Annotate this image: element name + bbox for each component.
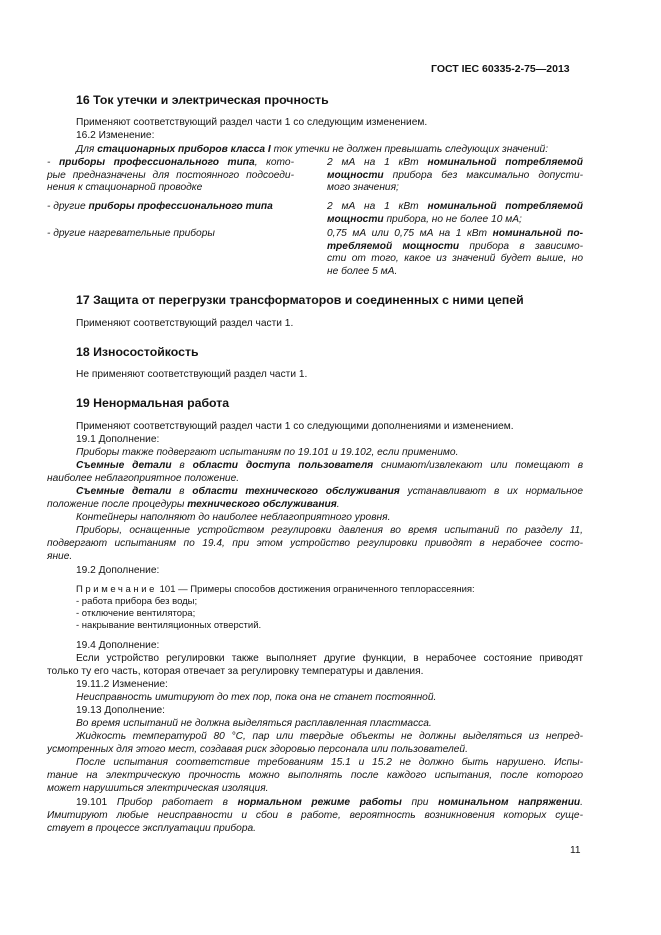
pressure-device-text-2: подвергают испытаниям по 19.4, при этом устройство регулировки приводят в нерабочее состо- [47, 538, 583, 549]
removable-parts-service-area: Съемные детали в области технического обслуживания устанавливают в их нормальное [76, 486, 584, 497]
section-19-paragraph: Применяют соответствующий раздел части 1 со следующими дополнениями и изменением. [76, 421, 514, 432]
leakage-intro: Для стационарных приборов класса I ток утечки не должен превышать следующих значений: [76, 144, 549, 155]
clause-19-1-text: Приборы также подвергают испытаниям по 19.101 и 19.102, если применимо. [76, 447, 459, 458]
note-item: - работа прибора без воды; [76, 596, 198, 607]
after-test-text-1: После испытания соответствие требованиям 15.1 и 15.2 не должно быть нарушено. Испы- [76, 757, 583, 768]
standard-designation: ГОСТ IEC 60335-2-75—2013 [431, 63, 570, 75]
removable-parts-user-area-cont: наиболее неблагоприятное положение. [47, 473, 240, 484]
leakage-right-col-3: 0,75 мА или 0,75 мА на 1 кВт номинальной по- требляемой мощности прибора в зависимо- сти от того, какое из значений будет выше, но не более 5 мА. [327, 228, 584, 277]
containers-text: Контейнеры наполняют до наиболее неблагоприятного уровня. [76, 512, 391, 523]
liquid-text-2: усмотренных для этого мест, создавая риск здоровью персонала или пользователей. [47, 744, 468, 755]
clause-16-2-heading: 16.2 Изменение: [76, 130, 155, 141]
liquid-text-1: Жидкость температурой 80 °С, пар или твердые объекты не должны выделяться из непред- [76, 731, 583, 742]
page-number: 11 [570, 845, 581, 856]
clause-19-4-heading: 19.4 Дополнение: [76, 640, 160, 651]
note-item: - отключение вентилятора; [76, 608, 196, 619]
clause-19-13-text: Во время испытаний не должна выделяться расплавленная пластмасса. [76, 718, 432, 729]
removable-parts-service-area-cont: положение после процедуры технического обслуживания. [47, 499, 340, 510]
leakage-left-col-2: - другие приборы профессионального типа [47, 201, 273, 212]
section-17-paragraph: Применяют соответствующий раздел части 1. [76, 318, 294, 329]
note-101: Примечание 101 — Примеры способов достижения ограниченного теплорассеяния: [76, 584, 475, 595]
clause-19-2-heading: 19.2 Дополнение: [76, 565, 160, 576]
clause-19-11-2-text: Неисправность имитируют до тех пор, пока она не станет постоянной. [76, 692, 437, 703]
note-item: - накрывание вентиляционных отверстий. [76, 620, 262, 631]
clause-19-4-text-2: только ту его часть, которая отвечает за регулировку температуры и давления. [47, 666, 424, 677]
section-16-paragraph: Применяют соответствующий раздел части 1 со следующим изменением. [76, 117, 428, 128]
clause-19-1-heading: 19.1 Дополнение: [76, 434, 160, 445]
section-17-title: 17 Защита от перегрузки трансформаторов и соединенных с ними цепей [76, 293, 524, 307]
clause-19-13-heading: 19.13 Дополнение: [76, 705, 166, 716]
section-19-title: 19 Ненормальная работа [76, 396, 230, 410]
clause-19-101-text-2: Имитируют любые неисправности и сбои в работе, вероятность возникновения которых суще- [47, 810, 583, 821]
after-test-text-2: тание на электрическую прочность можно выполнять после каждого испытания, после которого [47, 770, 583, 781]
clause-19-101-text-1: 19.101 Прибор работает в нормальном режиме работы при номинальном напряжении. [76, 797, 584, 808]
leakage-right-col-1: 2 мА на 1 кВт номинальной потребляемой мощности прибора без максимально допусти- мого значения; [327, 157, 583, 194]
pressure-device-text-3: яние. [47, 551, 73, 562]
after-test-text-3: может нарушиться электрическая изоляция. [47, 783, 269, 794]
pressure-device-text-1: Приборы, оснащенные устройством регулировки давления во время испытаний по разделу 11, [76, 525, 583, 536]
leakage-right-col-2: 2 мА на 1 кВт номинальной потребляемой мощности прибора, но не более 10 мА; [327, 201, 583, 225]
clause-19-101-text-3: ствует в процессе эксплуатации прибора. [47, 823, 256, 834]
section-18-title: 18 Износостойкость [76, 345, 199, 359]
clause-19-4-text-1: Если устройство регулировки также выполняет другие функции, в нерабочее состояние приводят [76, 653, 583, 664]
section-16-title: 16 Ток утечки и электрическая прочность [76, 93, 329, 107]
leakage-left-col-3: - другие нагревательные приборы [47, 228, 215, 239]
section-18-paragraph: Не применяют соответствующий раздел части 1. [76, 369, 308, 380]
clause-19-11-2-heading: 19.11.2 Изменение: [76, 679, 168, 690]
removable-parts-user-area: Съемные детали в области доступа пользователя снимают/извлекают или помещают в [76, 460, 584, 471]
leakage-left-col-1: - приборы профессионального типа, кото- рые предназначены для постоянного подсоеди- нения к стационарной проводке [47, 157, 294, 194]
